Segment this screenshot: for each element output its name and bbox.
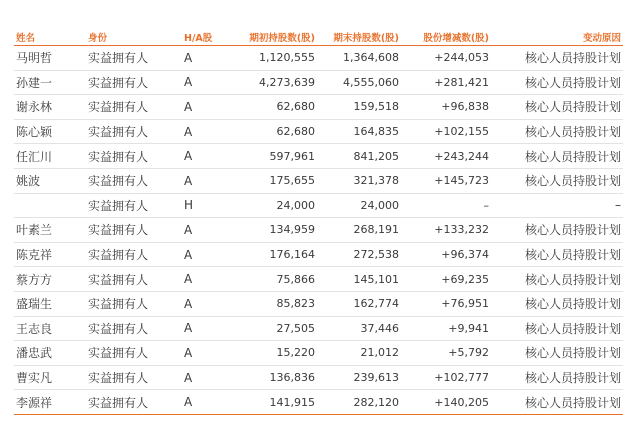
cell-share-change: +96,838 xyxy=(401,95,491,120)
cell-share-class: A xyxy=(182,365,240,390)
table-row xyxy=(14,119,623,144)
table-body xyxy=(14,46,623,415)
cell-begin-shares: 85,823 xyxy=(240,291,317,316)
cell-share-change: +145,723 xyxy=(401,168,491,193)
cell-name: 任汇川 xyxy=(14,144,86,169)
cell-role: 实益拥有人 xyxy=(86,365,182,390)
cell-share-class: A xyxy=(182,168,240,193)
cell-share-change: +5,792 xyxy=(401,341,491,366)
cell-change-reason: 核心人员持股计划 xyxy=(491,144,623,169)
cell-change-reason: 核心人员持股计划 xyxy=(491,46,623,71)
table-row xyxy=(14,70,623,95)
cell-change-reason: 核心人员持股计划 xyxy=(491,168,623,193)
table-row xyxy=(14,341,623,366)
cell-role: 实益拥有人 xyxy=(86,70,182,95)
cell-share-change: +9,941 xyxy=(401,316,491,341)
cell-role: 实益拥有人 xyxy=(86,267,182,292)
cell-name: 陈克祥 xyxy=(14,242,86,267)
cell-end-shares: 321,378 xyxy=(317,168,401,193)
cell-name: 谢永林 xyxy=(14,95,86,120)
cell-begin-shares: 62,680 xyxy=(240,119,317,144)
cell-share-change: +244,053 xyxy=(401,46,491,71)
cell-name: 叶素兰 xyxy=(14,218,86,243)
cell-end-shares: 1,364,608 xyxy=(317,46,401,71)
shareholding-table xyxy=(14,28,623,415)
cell-end-shares: 145,101 xyxy=(317,267,401,292)
cell-role: 实益拥有人 xyxy=(86,341,182,366)
cell-role: 实益拥有人 xyxy=(86,291,182,316)
header-role: 身份 xyxy=(86,28,182,46)
cell-change-reason: – xyxy=(491,193,623,218)
cell-share-class: H xyxy=(182,193,240,218)
cell-change-reason: 核心人员持股计划 xyxy=(491,390,623,415)
cell-end-shares: 841,205 xyxy=(317,144,401,169)
table-row xyxy=(14,390,623,415)
cell-share-class: A xyxy=(182,291,240,316)
cell-begin-shares: 27,505 xyxy=(240,316,317,341)
cell-share-change: +76,951 xyxy=(401,291,491,316)
header-end-shares: 期末持股数(股) xyxy=(317,28,401,46)
cell-change-reason: 核心人员持股计划 xyxy=(491,341,623,366)
header-row xyxy=(14,28,623,46)
cell-share-change: +96,374 xyxy=(401,242,491,267)
cell-share-class: A xyxy=(182,218,240,243)
cell-begin-shares: 62,680 xyxy=(240,95,317,120)
cell-share-change: – xyxy=(401,193,491,218)
header-share-change: 股份增减数(股) xyxy=(401,28,491,46)
cell-role: 实益拥有人 xyxy=(86,144,182,169)
cell-role: 实益拥有人 xyxy=(86,193,182,218)
header-begin-shares: 期初持股数(股) xyxy=(240,28,317,46)
cell-end-shares: 282,120 xyxy=(317,390,401,415)
cell-begin-shares: 597,961 xyxy=(240,144,317,169)
cell-begin-shares: 15,220 xyxy=(240,341,317,366)
cell-share-class: A xyxy=(182,242,240,267)
table-row xyxy=(14,193,623,218)
cell-begin-shares: 176,164 xyxy=(240,242,317,267)
table-row xyxy=(14,168,623,193)
table-row xyxy=(14,291,623,316)
cell-end-shares: 164,835 xyxy=(317,119,401,144)
cell-share-class: A xyxy=(182,341,240,366)
cell-begin-shares: 75,866 xyxy=(240,267,317,292)
cell-change-reason: 核心人员持股计划 xyxy=(491,316,623,341)
cell-begin-shares: 24,000 xyxy=(240,193,317,218)
cell-end-shares: 21,012 xyxy=(317,341,401,366)
cell-share-class: A xyxy=(182,46,240,71)
cell-share-class: A xyxy=(182,144,240,169)
table-row xyxy=(14,144,623,169)
cell-end-shares: 159,518 xyxy=(317,95,401,120)
cell-begin-shares: 175,655 xyxy=(240,168,317,193)
table-row xyxy=(14,267,623,292)
table-row xyxy=(14,316,623,341)
cell-change-reason: 核心人员持股计划 xyxy=(491,119,623,144)
cell-share-change: +69,235 xyxy=(401,267,491,292)
cell-change-reason: 核心人员持股计划 xyxy=(491,365,623,390)
cell-share-change: +243,244 xyxy=(401,144,491,169)
cell-share-change: +102,155 xyxy=(401,119,491,144)
cell-name: 盛瑞生 xyxy=(14,291,86,316)
cell-name: 曹实凡 xyxy=(14,365,86,390)
cell-share-class: A xyxy=(182,390,240,415)
cell-change-reason: 核心人员持股计划 xyxy=(491,291,623,316)
cell-share-class: A xyxy=(182,95,240,120)
cell-end-shares: 239,613 xyxy=(317,365,401,390)
table-row xyxy=(14,242,623,267)
cell-change-reason: 核心人员持股计划 xyxy=(491,70,623,95)
cell-role: 实益拥有人 xyxy=(86,390,182,415)
cell-share-change: +102,777 xyxy=(401,365,491,390)
cell-share-change: +133,232 xyxy=(401,218,491,243)
cell-role: 实益拥有人 xyxy=(86,242,182,267)
cell-end-shares: 268,191 xyxy=(317,218,401,243)
cell-change-reason: 核心人员持股计划 xyxy=(491,95,623,120)
header-change-reason: 变动原因 xyxy=(491,28,623,46)
cell-begin-shares: 1,120,555 xyxy=(240,46,317,71)
table-row xyxy=(14,365,623,390)
cell-role: 实益拥有人 xyxy=(86,95,182,120)
cell-share-class: A xyxy=(182,267,240,292)
table-row xyxy=(14,46,623,71)
cell-name: 潘忠武 xyxy=(14,341,86,366)
cell-share-class: A xyxy=(182,70,240,95)
cell-begin-shares: 136,836 xyxy=(240,365,317,390)
cell-change-reason: 核心人员持股计划 xyxy=(491,267,623,292)
cell-share-change: +140,205 xyxy=(401,390,491,415)
cell-share-class: A xyxy=(182,119,240,144)
cell-name: 蔡方方 xyxy=(14,267,86,292)
cell-role: 实益拥有人 xyxy=(86,218,182,243)
cell-begin-shares: 4,273,639 xyxy=(240,70,317,95)
cell-name: 马明哲 xyxy=(14,46,86,71)
cell-role: 实益拥有人 xyxy=(86,168,182,193)
cell-change-reason: 核心人员持股计划 xyxy=(491,242,623,267)
cell-end-shares: 24,000 xyxy=(317,193,401,218)
cell-end-shares: 162,774 xyxy=(317,291,401,316)
cell-end-shares: 272,538 xyxy=(317,242,401,267)
cell-change-reason: 核心人员持股计划 xyxy=(491,218,623,243)
header-name: 姓名 xyxy=(14,28,86,46)
cell-name: 姚波 xyxy=(14,168,86,193)
cell-role: 实益拥有人 xyxy=(86,316,182,341)
cell-name: 陈心颖 xyxy=(14,119,86,144)
table-row xyxy=(14,218,623,243)
cell-name: 李源祥 xyxy=(14,390,86,415)
header-ha: H/A股 xyxy=(182,28,240,46)
cell-share-class: A xyxy=(182,316,240,341)
table-row xyxy=(14,95,623,120)
cell-begin-shares: 141,915 xyxy=(240,390,317,415)
cell-role: 实益拥有人 xyxy=(86,119,182,144)
table-header xyxy=(14,28,623,46)
cell-role: 实益拥有人 xyxy=(86,46,182,71)
cell-share-change: +281,421 xyxy=(401,70,491,95)
cell-name: 王志良 xyxy=(14,316,86,341)
cell-name: 孙建一 xyxy=(14,70,86,95)
cell-end-shares: 37,446 xyxy=(317,316,401,341)
cell-begin-shares: 134,959 xyxy=(240,218,317,243)
cell-name xyxy=(14,193,86,218)
cell-end-shares: 4,555,060 xyxy=(317,70,401,95)
